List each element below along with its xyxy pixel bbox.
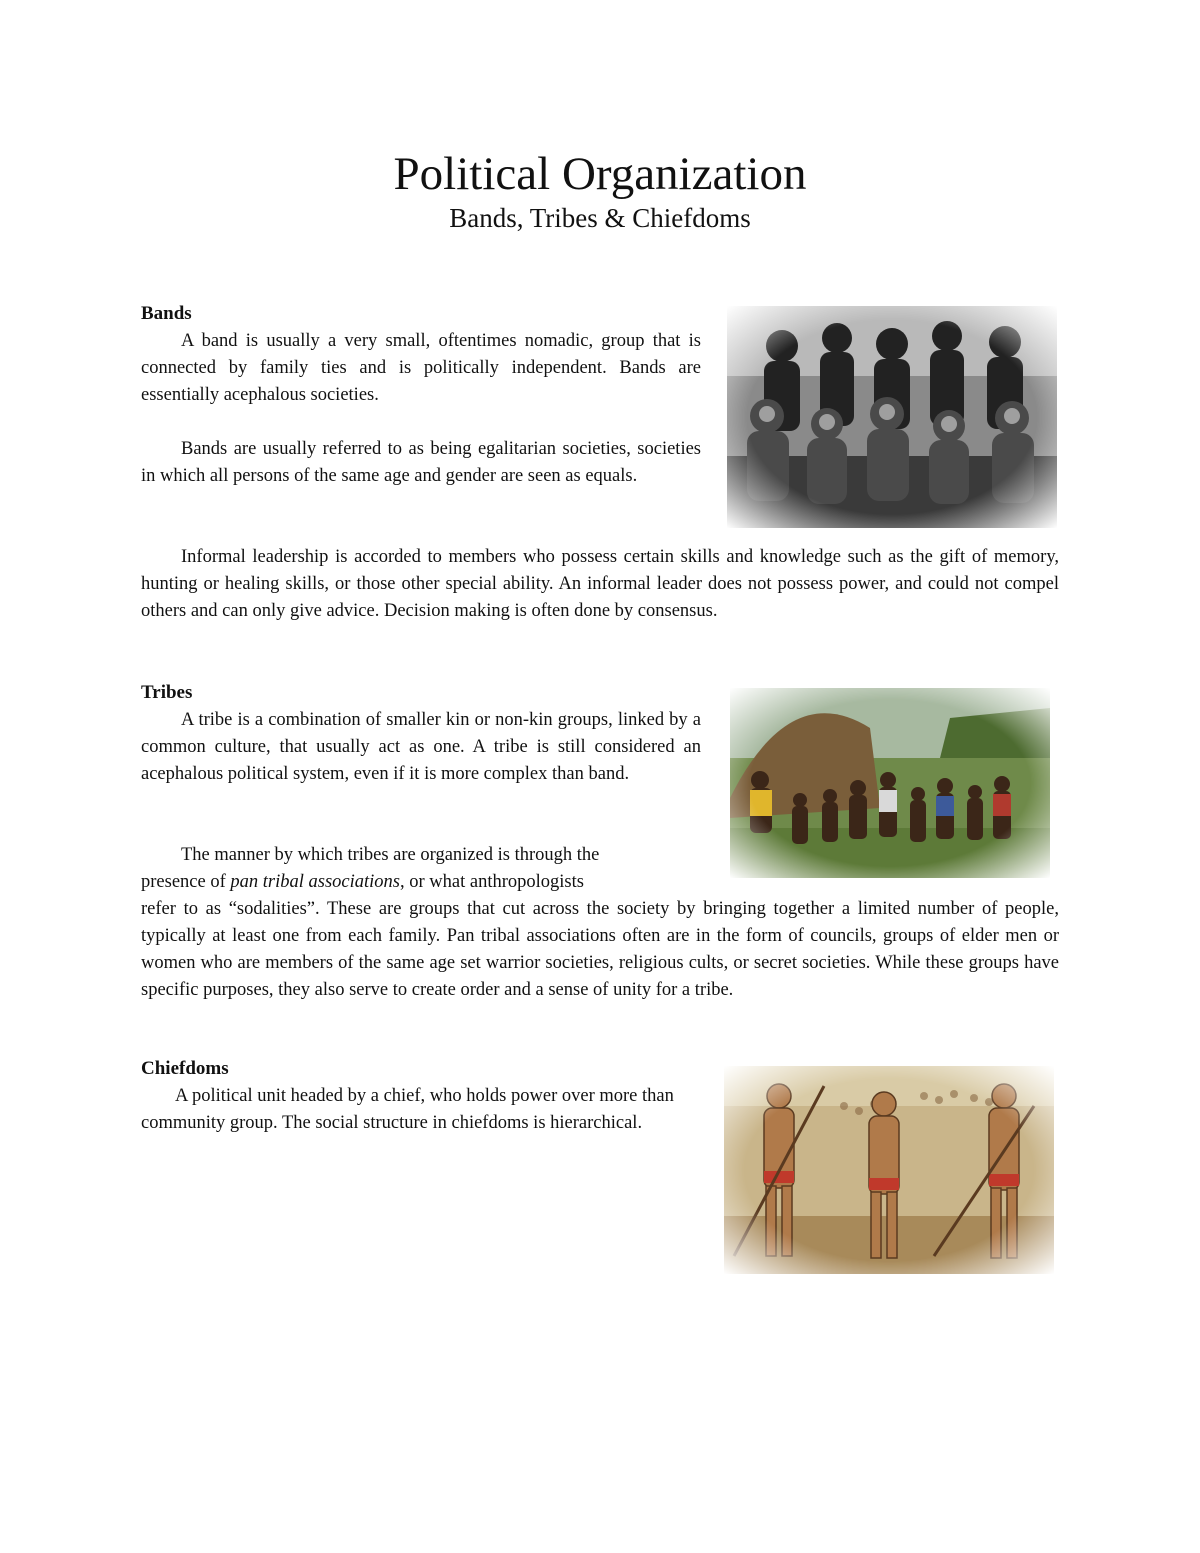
chiefdoms-engraving-illustration (724, 1066, 1054, 1274)
bands-paragraph-2: Bands are usually referred to as being egalitarian societies, societies in which all persons of the same age and gender are seen as equals. (141, 439, 701, 486)
chiefdoms-paragraph-1: A political unit headed by a chief, who holds power over more than community group. The social structure in chiefdoms is hierarchical. (141, 1086, 674, 1133)
document-subtitle: Bands, Tribes & Chiefdoms (449, 203, 751, 233)
document-title: Political Organization (393, 148, 807, 200)
tribes-term-pan-tribal: pan tribal associations (230, 872, 400, 892)
bands-paragraph-3: Informal leadership is accorded to members who possess certain skills and knowledge such as the gift of memory, hunting or healing skills, or those other special ability. An informal leader does not possess power, and could not compel others and can only give advice. Decision making is often done by consensus. (141, 547, 1059, 621)
tribes-paragraph-2-line-2 (141, 869, 701, 896)
tribes-text-presence: presence of (141, 872, 231, 892)
tribes-paragraph-2-rest: refer to as “sodalities”. These are groups that cut across the society by bringing together a limited number of people, typically at least one from each family. Pan tribal associations often are in the form of councils, groups of elder men or women who are members of the same age set warrior societies, religious cults, or secret societies. While these groups have specific purposes, they also serve to create order and a sense of unity for a tribe. (141, 899, 1059, 1000)
tribes-paragraph-2-line-1: The manner by which tribes are organized is through the (181, 845, 600, 865)
tribes-paragraph-1: A tribe is a combination of smaller kin or non-kin groups, linked by a common culture, that usually act as one. A tribe is still considered an acephalous political system, even if it is more complex than band. (141, 710, 701, 784)
chiefdoms-heading: Chiefdoms (141, 1058, 229, 1079)
tribes-heading: Tribes (141, 682, 193, 703)
tribes-village-photo (730, 688, 1050, 878)
bands-group-photo (727, 306, 1057, 528)
tribes-text-anthropologists: , or what anthropologists (399, 872, 584, 892)
bands-paragraph-1: A band is usually a very small, oftentimes nomadic, group that is connected by family ties and is politically independent. Bands are essentially acephalous societies. (141, 331, 701, 405)
bands-heading: Bands (141, 303, 192, 324)
